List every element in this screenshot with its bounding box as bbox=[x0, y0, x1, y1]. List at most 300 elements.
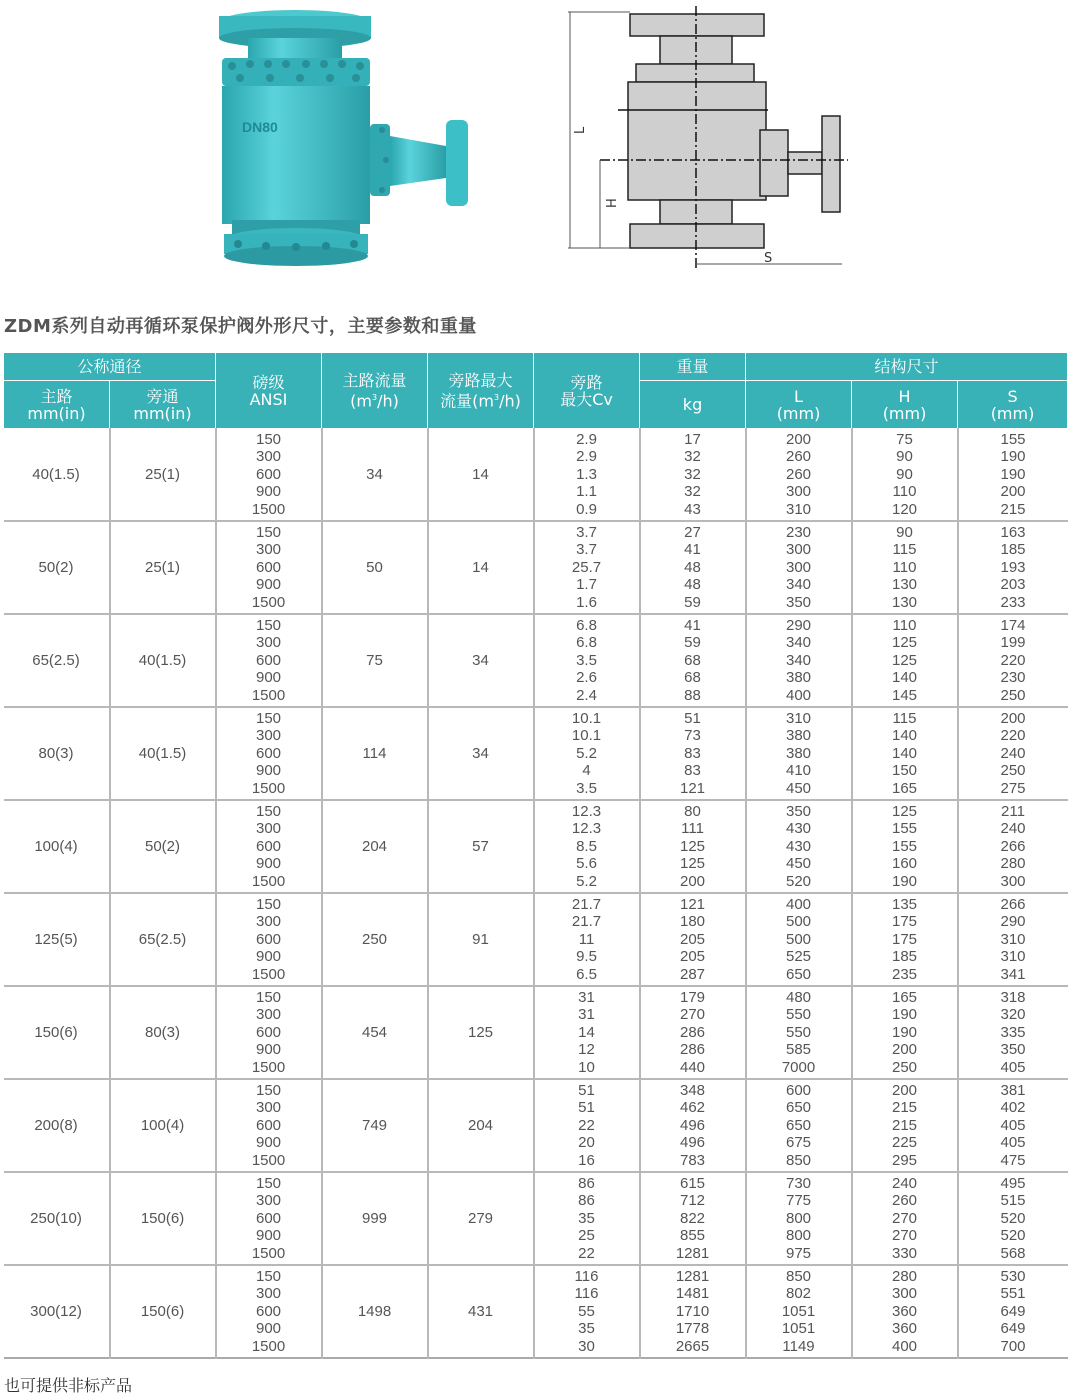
cell-bypass-cv-value: 10 bbox=[578, 1058, 595, 1076]
cell-L-value: 200 bbox=[786, 430, 812, 448]
cell-pressure-class-value: 900 bbox=[256, 483, 282, 501]
cell-S-value: 190 bbox=[1000, 465, 1026, 483]
cell-bypass-flow: 34 bbox=[428, 614, 534, 707]
cell-pressure-class-value: 1500 bbox=[251, 965, 286, 983]
cell-weight-value: 496 bbox=[680, 1116, 706, 1134]
cell-bypass-cv bbox=[534, 800, 640, 893]
cell-bypass-cv-value: 22 bbox=[578, 1244, 595, 1262]
cell-L-value: 520 bbox=[786, 872, 812, 890]
cell-weight-value: 287 bbox=[680, 965, 706, 983]
cell-H bbox=[852, 1172, 958, 1265]
cell-H-value: 165 bbox=[892, 988, 918, 1006]
cell-L-value: 310 bbox=[786, 500, 812, 518]
cell-pressure-class-value: 300 bbox=[256, 1192, 282, 1210]
cell-S-value: 215 bbox=[1000, 500, 1026, 518]
cell-pressure-class bbox=[216, 893, 322, 986]
cell-pressure-class-value: 150 bbox=[256, 988, 282, 1006]
cell-S-value: 520 bbox=[1000, 1209, 1026, 1227]
cell-weight-value: 1481 bbox=[675, 1285, 710, 1303]
cell-main-size: 50(2) bbox=[4, 521, 110, 614]
cell-bypass-cv-value: 4 bbox=[582, 762, 591, 780]
cell-L bbox=[746, 521, 852, 614]
cell-L bbox=[746, 893, 852, 986]
cell-H-value: 135 bbox=[892, 895, 918, 913]
cell-L-value: 7000 bbox=[781, 1058, 816, 1076]
cell-bypass-cv-value: 2.9 bbox=[576, 430, 597, 448]
cell-H-value: 165 bbox=[892, 779, 918, 797]
cell-H-value: 130 bbox=[892, 593, 918, 611]
cell-bypass-size: 50(2) bbox=[110, 800, 216, 893]
cell-bypass-cv-value: 5.2 bbox=[576, 744, 597, 762]
cell-bypass-size: 25(1) bbox=[110, 521, 216, 614]
cell-pressure-class-value: 150 bbox=[256, 523, 282, 541]
cell-bypass-cv bbox=[534, 1079, 640, 1172]
cell-H-value: 175 bbox=[892, 913, 918, 931]
cell-L-value: 450 bbox=[786, 779, 812, 797]
cell-weight-value: 855 bbox=[680, 1227, 706, 1245]
cell-pressure-class-value: 600 bbox=[256, 837, 282, 855]
cell-bypass-size: 25(1) bbox=[110, 429, 216, 522]
cell-pressure-class-value: 150 bbox=[256, 1267, 282, 1285]
body-marking: DN80 bbox=[242, 119, 278, 135]
cell-L-value: 500 bbox=[786, 913, 812, 931]
cell-S bbox=[958, 1265, 1068, 1358]
cell-weight-value: 1710 bbox=[675, 1302, 710, 1320]
cell-L-value: 800 bbox=[786, 1209, 812, 1227]
cell-L-value: 410 bbox=[786, 762, 812, 780]
cell-L-value: 300 bbox=[786, 541, 812, 559]
cell-L-value: 650 bbox=[786, 1099, 812, 1117]
cell-S-value: 240 bbox=[1000, 820, 1026, 838]
cell-bypass-size: 150(6) bbox=[110, 1265, 216, 1358]
cell-S-value: 233 bbox=[1000, 593, 1026, 611]
cell-bypass-cv-value: 5.2 bbox=[576, 872, 597, 890]
cell-S-value: 220 bbox=[1000, 651, 1026, 669]
cell-L-value: 230 bbox=[786, 523, 812, 541]
cell-S-value: 495 bbox=[1000, 1174, 1026, 1192]
cell-L-value: 400 bbox=[786, 895, 812, 913]
cell-bypass-cv-value: 5.6 bbox=[576, 855, 597, 873]
cell-pressure-class-value: 900 bbox=[256, 576, 282, 594]
cell-pressure-class-value: 600 bbox=[256, 465, 282, 483]
cell-bypass-cv-value: 30 bbox=[578, 1337, 595, 1355]
cell-H-value: 90 bbox=[896, 523, 913, 541]
cell-S-value: 551 bbox=[1000, 1285, 1026, 1303]
cell-H-value: 155 bbox=[892, 837, 918, 855]
cell-H bbox=[852, 1079, 958, 1172]
footnote: 也可提供非标产品 bbox=[4, 1376, 133, 1395]
cell-weight-value: 125 bbox=[680, 837, 706, 855]
cell-S-value: 185 bbox=[1000, 541, 1026, 559]
cell-H-value: 360 bbox=[892, 1302, 918, 1320]
header-structure: 结构尺寸 bbox=[746, 353, 1068, 381]
cell-pressure-class-value: 600 bbox=[256, 1209, 282, 1227]
cell-pressure-class bbox=[216, 800, 322, 893]
cell-weight bbox=[640, 614, 746, 707]
cell-pressure-class-value: 900 bbox=[256, 1320, 282, 1338]
cell-bypass-cv-value: 3.7 bbox=[576, 541, 597, 559]
cell-L-value: 400 bbox=[786, 686, 812, 704]
cell-pressure-class-value: 150 bbox=[256, 802, 282, 820]
cell-pressure-class-value: 300 bbox=[256, 913, 282, 931]
cell-weight-value: 41 bbox=[684, 616, 701, 634]
cell-bypass-cv-value: 25.7 bbox=[571, 558, 602, 576]
cell-weight bbox=[640, 429, 746, 522]
cell-L-value: 585 bbox=[786, 1041, 812, 1059]
cell-pressure-class-value: 150 bbox=[256, 1081, 282, 1099]
cell-S-value: 405 bbox=[1000, 1134, 1026, 1152]
cell-H-value: 110 bbox=[892, 483, 917, 501]
cell-main-size: 200(8) bbox=[4, 1079, 110, 1172]
cell-main-flow: 114 bbox=[322, 707, 428, 800]
cell-L-value: 1051 bbox=[781, 1320, 816, 1338]
cell-bypass-cv-value: 16 bbox=[578, 1151, 595, 1169]
cell-H-value: 145 bbox=[892, 686, 918, 704]
cell-pressure-class-value: 300 bbox=[256, 448, 282, 466]
cell-pressure-class-value: 1500 bbox=[251, 593, 286, 611]
cell-bypass-flow: 34 bbox=[428, 707, 534, 800]
cell-pressure-class-value: 300 bbox=[256, 541, 282, 559]
cell-weight-value: 1281 bbox=[675, 1267, 710, 1285]
cell-S bbox=[958, 893, 1068, 986]
cell-L-value: 850 bbox=[786, 1267, 812, 1285]
cell-bypass-flow: 431 bbox=[428, 1265, 534, 1358]
cell-H-value: 110 bbox=[892, 558, 917, 576]
cell-H-value: 400 bbox=[892, 1337, 918, 1355]
cell-weight-value: 205 bbox=[680, 930, 706, 948]
cell-weight-value: 68 bbox=[684, 651, 701, 669]
cell-L-value: 550 bbox=[786, 1023, 812, 1041]
spec-table-body bbox=[4, 429, 1068, 1359]
cell-bypass-cv-value: 51 bbox=[578, 1099, 595, 1117]
cell-weight bbox=[640, 521, 746, 614]
cell-L-value: 730 bbox=[786, 1174, 812, 1192]
cell-weight bbox=[640, 707, 746, 800]
cell-H-value: 120 bbox=[892, 500, 918, 518]
cell-weight-value: 180 bbox=[680, 913, 706, 931]
cell-bypass-cv-value: 14 bbox=[578, 1023, 595, 1041]
cell-H-value: 75 bbox=[896, 430, 913, 448]
cell-bypass-size: 100(4) bbox=[110, 1079, 216, 1172]
cell-weight-value: 27 bbox=[684, 523, 701, 541]
cell-pressure-class-value: 900 bbox=[256, 669, 282, 687]
cell-pressure-class-value: 900 bbox=[256, 1041, 282, 1059]
cell-main-flow: 454 bbox=[322, 986, 428, 1079]
cell-pressure-class-value: 600 bbox=[256, 651, 282, 669]
cell-weight bbox=[640, 893, 746, 986]
cell-pressure-class bbox=[216, 1265, 322, 1358]
cell-L-value: 550 bbox=[786, 1006, 812, 1024]
cell-pressure-class bbox=[216, 1172, 322, 1265]
cell-L-value: 430 bbox=[786, 820, 812, 838]
cell-S bbox=[958, 1172, 1068, 1265]
cell-L-value: 1149 bbox=[782, 1337, 815, 1355]
cell-H-value: 300 bbox=[892, 1285, 918, 1303]
cell-L-value: 525 bbox=[786, 948, 812, 966]
cell-H bbox=[852, 800, 958, 893]
cell-H-value: 295 bbox=[892, 1151, 918, 1169]
cell-L-value: 850 bbox=[786, 1151, 812, 1169]
cell-pressure-class bbox=[216, 707, 322, 800]
cell-L-value: 800 bbox=[786, 1227, 812, 1245]
cell-L-value: 340 bbox=[786, 634, 812, 652]
cell-weight-value: 2665 bbox=[675, 1337, 710, 1355]
spec-table bbox=[3, 352, 1068, 1359]
cell-weight-value: 348 bbox=[680, 1081, 706, 1099]
cell-bypass-flow: 204 bbox=[428, 1079, 534, 1172]
cell-bypass-cv-value: 20 bbox=[578, 1134, 595, 1152]
cell-L-value: 380 bbox=[786, 669, 812, 687]
cell-bypass-flow: 279 bbox=[428, 1172, 534, 1265]
cell-bypass-flow: 14 bbox=[428, 521, 534, 614]
cell-bypass-cv bbox=[534, 707, 640, 800]
label-H: H bbox=[605, 198, 620, 208]
cell-S bbox=[958, 1079, 1068, 1172]
cell-pressure-class-value: 150 bbox=[256, 616, 282, 634]
cell-pressure-class-value: 900 bbox=[256, 762, 282, 780]
cell-S bbox=[958, 707, 1068, 800]
cell-bypass-size: 65(2.5) bbox=[110, 893, 216, 986]
cell-S-value: 280 bbox=[1000, 855, 1026, 873]
cell-S-value: 350 bbox=[1000, 1041, 1026, 1059]
cell-H bbox=[852, 614, 958, 707]
cell-bypass-cv-value: 6.8 bbox=[576, 634, 597, 652]
cell-H bbox=[852, 1265, 958, 1358]
cell-pressure-class-value: 300 bbox=[256, 634, 282, 652]
cell-pressure-class-value: 300 bbox=[256, 1099, 282, 1117]
cell-main-flow: 204 bbox=[322, 800, 428, 893]
cell-bypass-cv-value: 86 bbox=[578, 1192, 595, 1210]
cell-bypass-cv-value: 3.5 bbox=[576, 779, 597, 797]
cell-S-value: 700 bbox=[1000, 1337, 1026, 1355]
cell-S-value: 290 bbox=[1000, 913, 1026, 931]
cell-pressure-class-value: 900 bbox=[256, 1134, 282, 1152]
cell-H-value: 190 bbox=[892, 872, 918, 890]
cell-bypass-cv bbox=[534, 521, 640, 614]
cell-pressure-class bbox=[216, 429, 322, 522]
cell-pressure-class-value: 150 bbox=[256, 895, 282, 913]
cell-main-flow: 50 bbox=[322, 521, 428, 614]
cell-weight-value: 712 bbox=[680, 1192, 706, 1210]
cell-H-value: 125 bbox=[892, 634, 918, 652]
cell-weight-value: 205 bbox=[680, 948, 706, 966]
cell-bypass-cv-value: 1.1 bbox=[576, 483, 597, 501]
cell-weight-value: 121 bbox=[680, 895, 706, 913]
cell-S-value: 193 bbox=[1000, 558, 1026, 576]
cell-H bbox=[852, 429, 958, 522]
header-L: L (mm) bbox=[746, 381, 852, 429]
cell-L-value: 340 bbox=[786, 651, 812, 669]
cell-L-value: 350 bbox=[786, 802, 812, 820]
cell-pressure-class-value: 1500 bbox=[251, 1244, 286, 1262]
cell-L bbox=[746, 614, 852, 707]
cell-L-value: 300 bbox=[786, 483, 812, 501]
table-row bbox=[4, 893, 1068, 986]
cell-H-value: 140 bbox=[892, 669, 918, 687]
cell-H-value: 360 bbox=[892, 1320, 918, 1338]
cell-pressure-class bbox=[216, 614, 322, 707]
cell-S-value: 266 bbox=[1000, 837, 1026, 855]
table-row bbox=[4, 1265, 1068, 1358]
cell-bypass-cv-value: 25 bbox=[578, 1227, 595, 1245]
cell-weight-value: 41 bbox=[684, 541, 701, 559]
cell-L-value: 290 bbox=[786, 616, 812, 634]
cell-weight-value: 440 bbox=[680, 1058, 706, 1076]
cell-bypass-flow: 91 bbox=[428, 893, 534, 986]
cell-S-value: 250 bbox=[1000, 762, 1026, 780]
cell-bypass-cv-value: 51 bbox=[578, 1081, 595, 1099]
cell-S bbox=[958, 429, 1068, 522]
table-row bbox=[4, 614, 1068, 707]
cell-bypass-cv-value: 1.3 bbox=[576, 465, 597, 483]
cell-weight-value: 48 bbox=[684, 558, 701, 576]
cell-weight-value: 73 bbox=[684, 727, 701, 745]
cell-L bbox=[746, 707, 852, 800]
cell-weight-value: 48 bbox=[684, 576, 701, 594]
cell-L-value: 480 bbox=[786, 988, 812, 1006]
table-row bbox=[4, 800, 1068, 893]
cell-bypass-flow: 57 bbox=[428, 800, 534, 893]
cell-S-value: 341 bbox=[1000, 965, 1026, 983]
cell-weight-value: 615 bbox=[680, 1174, 706, 1192]
cell-S-value: 266 bbox=[1000, 895, 1026, 913]
cell-H-value: 270 bbox=[892, 1209, 918, 1227]
cell-L-value: 802 bbox=[786, 1285, 812, 1303]
cell-bypass-cv-value: 8.5 bbox=[576, 837, 597, 855]
cell-H bbox=[852, 521, 958, 614]
cell-S bbox=[958, 614, 1068, 707]
cell-weight-value: 88 bbox=[684, 686, 701, 704]
cell-main-flow: 34 bbox=[322, 429, 428, 522]
cell-weight-value: 17 bbox=[684, 430, 701, 448]
header-bypass-flow: 旁路最大 流量$(m^3/h)$ bbox=[428, 353, 534, 429]
cell-H-value: 330 bbox=[892, 1244, 918, 1262]
cell-bypass-cv-value: 86 bbox=[578, 1174, 595, 1192]
cell-pressure-class-value: 900 bbox=[256, 1227, 282, 1245]
cell-L-value: 430 bbox=[786, 837, 812, 855]
cell-weight-value: 462 bbox=[680, 1099, 706, 1117]
cell-L-value: 300 bbox=[786, 558, 812, 576]
cell-pressure-class-value: 300 bbox=[256, 727, 282, 745]
cell-S-value: 190 bbox=[1000, 448, 1026, 466]
cell-S-value: 530 bbox=[1000, 1267, 1026, 1285]
table-caption: ZDM系列自动再循环泵保护阀外形尺寸，主要参数和重量 bbox=[4, 316, 477, 337]
cell-S-value: 203 bbox=[1000, 576, 1026, 594]
cell-bypass-cv-value: 10.1 bbox=[571, 709, 602, 727]
cell-bypass-cv-value: 3.7 bbox=[576, 523, 597, 541]
cell-bypass-cv bbox=[534, 1172, 640, 1265]
cell-S-value: 199 bbox=[1000, 634, 1026, 652]
cell-weight-value: 200 bbox=[680, 872, 706, 890]
cell-bypass-cv-value: 6.5 bbox=[576, 965, 597, 983]
cell-S bbox=[958, 800, 1068, 893]
cell-S-value: 475 bbox=[1000, 1151, 1026, 1169]
cell-S-value: 220 bbox=[1000, 727, 1026, 745]
cell-L-value: 600 bbox=[786, 1081, 812, 1099]
cell-bypass-cv-value: 55 bbox=[578, 1302, 595, 1320]
cell-bypass-cv-value: 2.4 bbox=[576, 686, 597, 704]
cell-L-value: 310 bbox=[786, 709, 812, 727]
cell-S-value: 163 bbox=[1000, 523, 1026, 541]
cell-pressure-class-value: 900 bbox=[256, 948, 282, 966]
cell-weight-value: 286 bbox=[680, 1023, 706, 1041]
cell-L-value: 1051 bbox=[781, 1302, 816, 1320]
cell-L-value: 675 bbox=[786, 1134, 812, 1152]
cell-bypass-cv-value: 35 bbox=[578, 1320, 595, 1338]
cell-main-flow: 999 bbox=[322, 1172, 428, 1265]
cell-H-value: 185 bbox=[892, 948, 918, 966]
cell-S-value: 318 bbox=[1000, 988, 1026, 1006]
cell-pressure-class-value: 150 bbox=[256, 709, 282, 727]
cell-bypass-cv-value: 22 bbox=[578, 1116, 595, 1134]
cell-bypass-cv-value: 31 bbox=[578, 988, 595, 1006]
cell-pressure-class-value: 1500 bbox=[251, 779, 286, 797]
cell-H-value: 235 bbox=[892, 965, 918, 983]
table-row bbox=[4, 707, 1068, 800]
header-bypass-cv: 旁路 最大Cv bbox=[534, 353, 640, 429]
cell-pressure-class-value: 600 bbox=[256, 744, 282, 762]
cell-L bbox=[746, 986, 852, 1079]
cell-weight-value: 32 bbox=[684, 483, 701, 501]
cell-pressure-class-value: 1500 bbox=[251, 500, 286, 518]
cell-H-value: 200 bbox=[892, 1081, 918, 1099]
cell-S-value: 250 bbox=[1000, 686, 1026, 704]
cell-L-value: 380 bbox=[786, 744, 812, 762]
cell-H-value: 250 bbox=[892, 1058, 918, 1076]
cell-pressure-class bbox=[216, 986, 322, 1079]
cell-bypass-size: 40(1.5) bbox=[110, 707, 216, 800]
cell-bypass-flow: 14 bbox=[428, 429, 534, 522]
cell-main-size: 65(2.5) bbox=[4, 614, 110, 707]
label-S: S bbox=[764, 251, 773, 266]
cell-H-value: 260 bbox=[892, 1192, 918, 1210]
cell-L bbox=[746, 429, 852, 522]
table-row bbox=[4, 1079, 1068, 1172]
cell-S-value: 405 bbox=[1000, 1058, 1026, 1076]
cell-pressure-class-value: 1500 bbox=[251, 872, 286, 890]
cell-bypass-cv bbox=[534, 429, 640, 522]
cell-S-value: 275 bbox=[1000, 779, 1026, 797]
cell-L-value: 500 bbox=[786, 930, 812, 948]
cell-bypass-cv bbox=[534, 1265, 640, 1358]
cell-weight-value: 32 bbox=[684, 465, 701, 483]
figures bbox=[0, 0, 1074, 300]
cell-weight-value: 286 bbox=[680, 1041, 706, 1059]
cell-weight-value: 83 bbox=[684, 762, 701, 780]
cell-weight-value: 1778 bbox=[675, 1320, 710, 1338]
cell-H-value: 200 bbox=[892, 1041, 918, 1059]
cell-S-value: 174 bbox=[1000, 616, 1026, 634]
cell-H-value: 90 bbox=[896, 465, 913, 483]
cell-bypass-flow: 125 bbox=[428, 986, 534, 1079]
cell-bypass-cv-value: 2.6 bbox=[576, 669, 597, 687]
cell-weight-value: 111 bbox=[681, 820, 704, 838]
cell-H-value: 140 bbox=[892, 727, 918, 745]
table-row bbox=[4, 986, 1068, 1079]
cell-bypass-size: 40(1.5) bbox=[110, 614, 216, 707]
header-pressure: 磅级 ANSI bbox=[216, 353, 322, 429]
cell-S-value: 320 bbox=[1000, 1006, 1026, 1024]
cell-main-size: 250(10) bbox=[4, 1172, 110, 1265]
cell-bypass-cv-value: 10.1 bbox=[571, 727, 602, 745]
cell-H-value: 280 bbox=[892, 1267, 918, 1285]
cell-weight bbox=[640, 800, 746, 893]
cell-bypass-cv-value: 31 bbox=[578, 1006, 595, 1024]
cell-pressure-class-value: 300 bbox=[256, 1006, 282, 1024]
dimension-drawing bbox=[556, 6, 856, 272]
cell-weight bbox=[640, 1079, 746, 1172]
cell-S-value: 200 bbox=[1000, 483, 1026, 501]
